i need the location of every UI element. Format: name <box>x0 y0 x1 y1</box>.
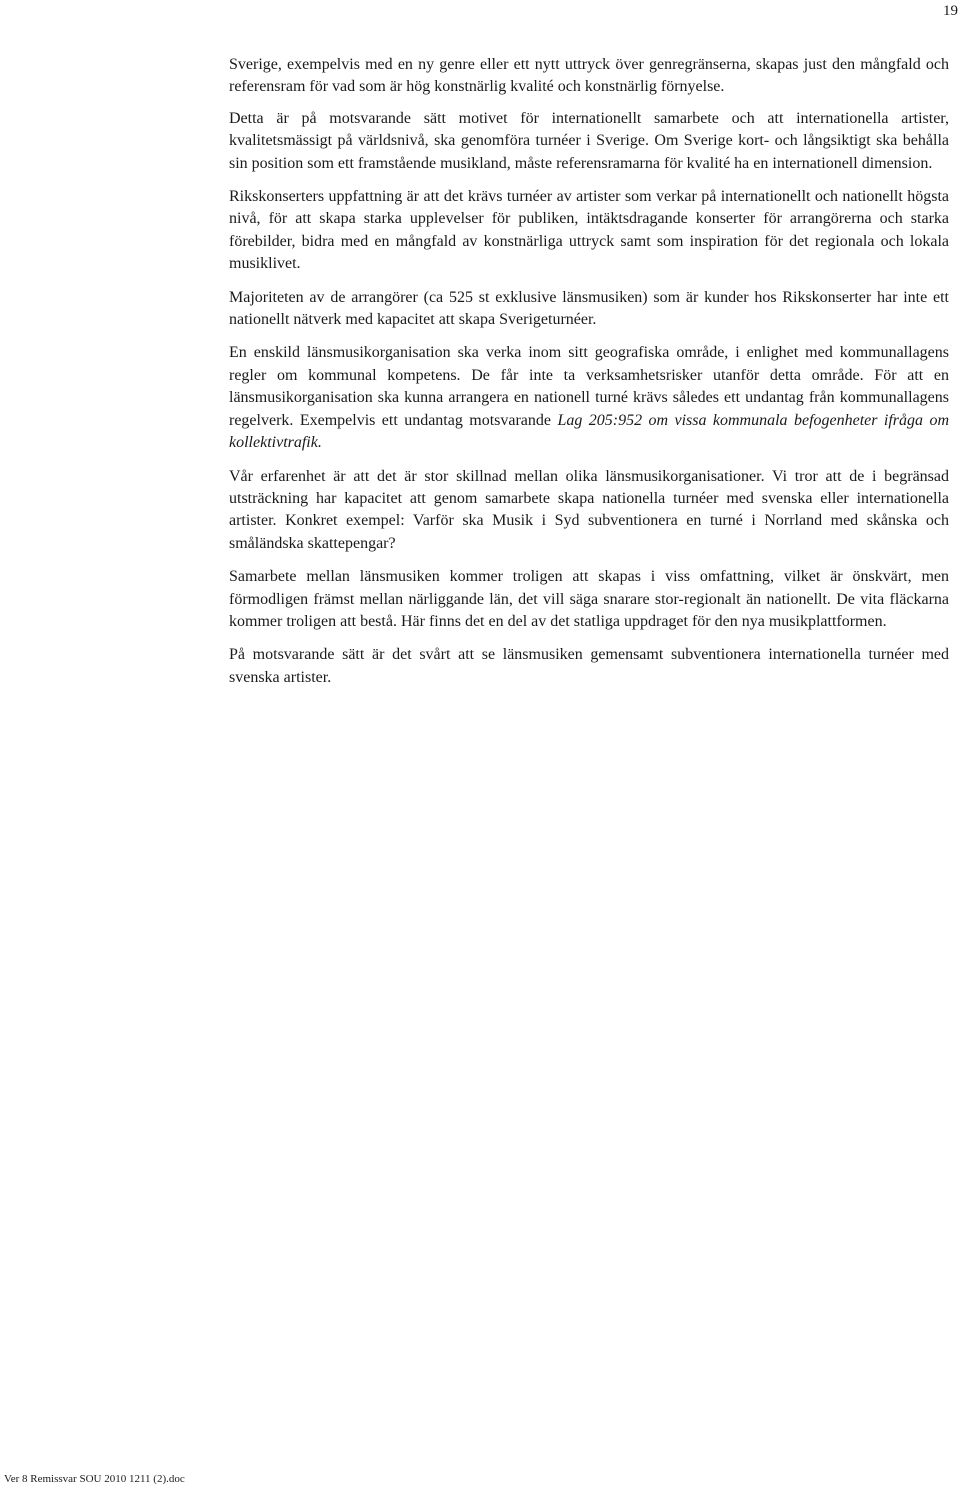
paragraph-2: Detta är på motsvarande sätt motivet för internationellt samarbete och att internationella artister, kvalitetsmässigt på världsnivå, ska genomföra turnéer i Sverige. Om Sverige kort- och långsiktigt ska behålla sin position som ett framstående musikland, måste referensramarna för kvalité ha en internationell dimension. <box>229 109 949 172</box>
paragraph-8: På motsvarande sätt är det svårt att se länsmusiken gemensamt subventionera internationella turnéer med svenska artister. <box>229 646 949 686</box>
paragraph-5 <box>229 342 949 454</box>
paragraph-6: Vår erfarenhet är att det är stor skillnad mellan olika länsmusikorganisationer. Vi tror att de i begränsad utsträckning har kapacitet att genom samarbete skapa nationella turnéer med svenska eller internationella artister. Konkret exempel: Varför ska Musik i Syd subventionera en turné i Norrland med skånska och småländska skattepengar? <box>229 467 949 552</box>
document-body <box>229 54 949 700</box>
paragraph-1: Sverige, exempelvis med en ny genre eller ett nytt uttryck över genregränserna, skapas just den mångfald och referensram för vad som är hög konstnärlig kvalité och konstnärlig förnyelse. <box>229 56 949 96</box>
paragraph-4: Majoriteten av de arrangörer (ca 525 st exklusive länsmusiken) som är kunder hos Rikskonserter har inte ett nationellt nätverk med kapacitet att skapa Sverigeturnéer. <box>229 288 949 329</box>
page-number: 19 <box>943 3 958 19</box>
paragraph-3: Rikskonserters uppfattning är att det krävs turnéer av artister som verkar på internationellt och nationellt högsta nivå, för att skapa starka upplevelser för publiken, intäktsdragande konserter för arrangörerna och starka förebilder, bidra med en mångfald av konstnärliga uttryck samt som inspiration för det regionala och lokala musiklivet. <box>229 188 949 273</box>
paragraph-5-text: En enskild länsmusikorganisation ska verka inom sitt geografiska område, i enlighet med kommunallagens regler om kommunal kompetens. De får inte ta verksamhetsrisker utanför detta område. För att en länsmusikorganisation ska kunna arrangera en nationell turné krävs således ett undantag från kommunallagens regelverk. Exempelvis ett undantag motsvarande <box>229 344 949 429</box>
paragraph-7: Samarbete mellan länsmusiken kommer troligen att skapas i viss omfattning, vilket är önskvärt, men förmodligen främst mellan närliggande län, det vill säga snarare stor-regionalt än nationellt. De vita fläckarna kommer troligen att bestå. Här finns det en del av det statliga uppdraget för den nya musikplattformen. <box>229 568 949 630</box>
law-citation: Lag 205:952 om vissa kommunala befogenheter ifråga om kollektivtrafik. <box>229 411 949 452</box>
footer-filename: Ver 8 Remissvar SOU 2010 1211 (2).doc <box>4 1473 185 1485</box>
